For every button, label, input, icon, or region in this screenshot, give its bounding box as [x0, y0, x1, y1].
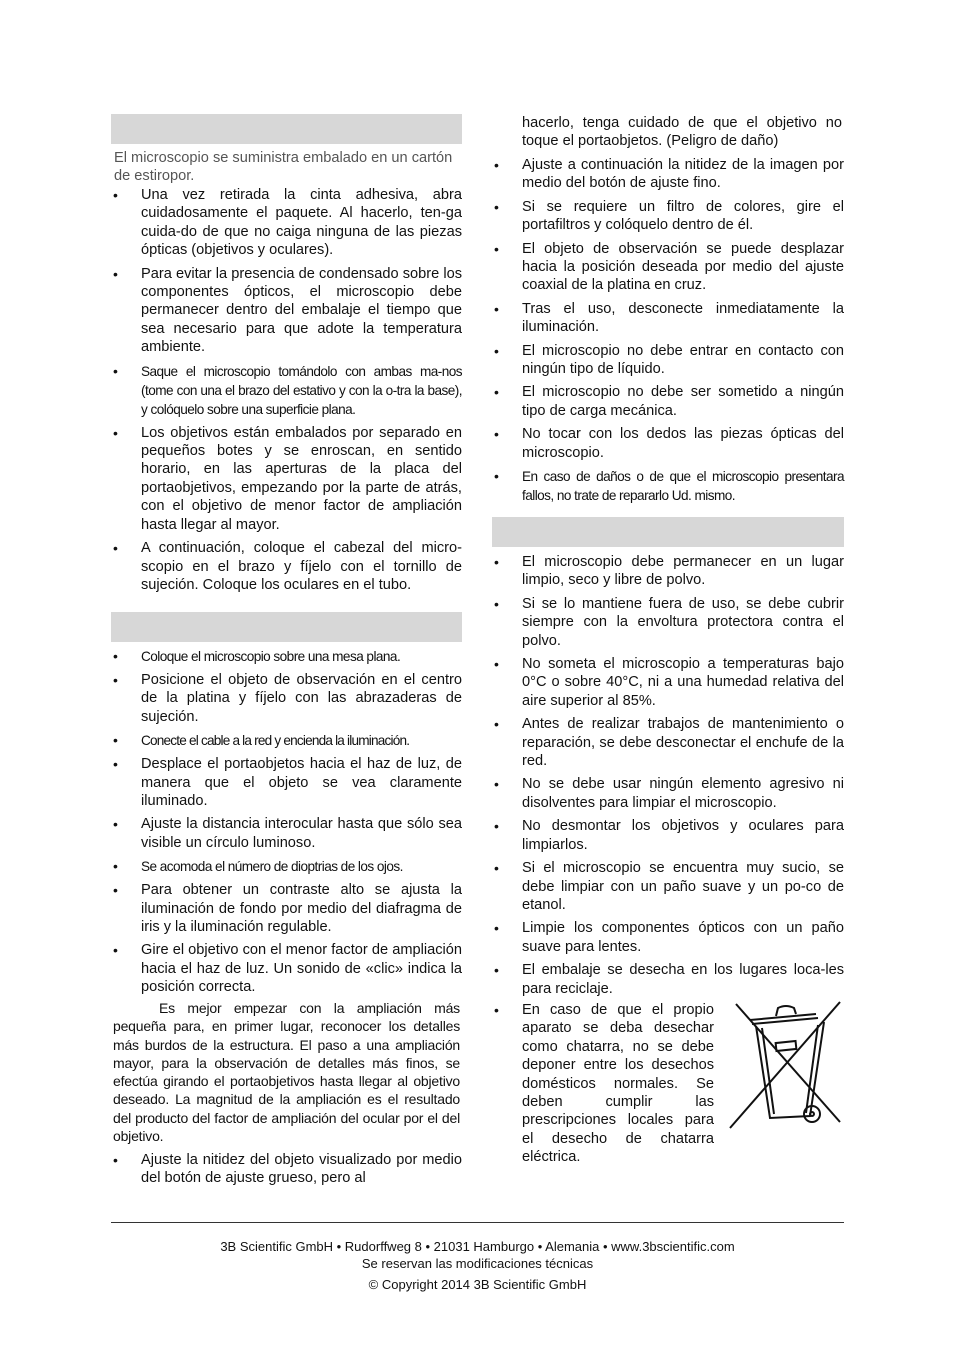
- list-item: • En caso de daños o de que el microscopio presentara fallos, no trate de repararlo Ud. mismo.: [494, 468, 844, 504]
- list-item: • Coloque el microscopio sobre una mesa plana.: [113, 648, 401, 664]
- list-item: • Si el microscopio se encuentra muy sucio, se debe limpiar con un paño suave y un po-co de etanol.: [494, 860, 844, 913]
- coarse-focus-list: [111, 1151, 462, 1193]
- footer-address: 3B Scientific GmbH • Rudorffweg 8 • 21031 Hamburgo • Alemania • www.3bscientific.com: [220, 1239, 735, 1254]
- list-item: • Para evitar la presencia de condensado sobre los componentes ópticos, el microscopio debe permanecer dentro del embalaje el tiempo que sea necesario para que adote la temperatura ambiente.: [113, 265, 462, 356]
- list-item: • Antes de realizar trabajos de mantenimiento o reparación, se debe desconectar el enchufe de la red.: [494, 716, 844, 770]
- list-item: • Saque el microscopio tomándolo con ambas ma-nos (tome con una el brazo del estativo y con la o-tra la base), y colóquelo sobre una superficie plana.: [113, 362, 462, 417]
- list-item: • El microscopio no debe entrar en contacto con ningún tipo de líquido.: [494, 342, 844, 378]
- list-item: • Desplace el portaobjetos hacia el haz de luz, de manera que el objeto se vea claramente iluminado.: [113, 756, 462, 810]
- list-item: • El microscopio no debe ser sometido a ningún tipo de carga mecánica.: [494, 384, 844, 419]
- list-item: • Ajuste a continuación la nitidez de la imagen por medio del botón de ajuste fino.: [494, 157, 844, 192]
- section-header-operation: [111, 612, 462, 642]
- list-item: • Si se lo mantiene fuera de uso, se debe cubrir siempre con la envoltura protectora contra el polvo.: [494, 595, 844, 649]
- list-item: • Ajuste la distancia interocular hasta que sólo sea visible un círculo luminoso.: [113, 816, 462, 851]
- list-item: • No tocar con los dedos las piezas ópticas del microscopio.: [494, 426, 844, 461]
- crossed-out-wheelie-bin-icon: [726, 998, 844, 1132]
- list-item: • En caso de que el propio aparato se deba desechar como chatarra, no se debe deponer entre los desechos domésticos normales. Se deben cumplir las prescripciones locales para el desecho de chatarra eléctrica.: [494, 1002, 714, 1166]
- continuation-text: hacerlo, tenga cuidado de que el objetivo no toque el portaobjetos. (Peligro de daño): [522, 115, 842, 150]
- unpacking-intro: El microscopio se suministra embalado en un cartón de estiropor.: [114, 150, 453, 185]
- list-item: • Conecte el cable a la red y encienda la iluminación.: [113, 732, 410, 749]
- operation-list-continued: [492, 156, 844, 510]
- unpacking-list: [111, 186, 462, 599]
- section-header-care: [492, 517, 844, 547]
- list-item: • Para obtener un contraste alto se ajusta la iluminación de fondo por medio del diafragma de iris y la iluminación regulable.: [113, 882, 462, 936]
- list-item: • No desmontar los objetivos y oculares para limpiarlos.: [494, 818, 844, 853]
- list-item: • El microscopio debe permanecer en un lugar limpio, seco y libre de polvo.: [494, 554, 844, 589]
- list-item: • El embalaje se desecha en los lugares loca-les para reciclaje.: [494, 962, 844, 997]
- list-item: • Si se requiere un filtro de colores, gire el portafiltros y colóquelo dentro de él.: [494, 198, 844, 234]
- footer-modifications: Se reservan las modificaciones técnicas: [361, 1256, 594, 1271]
- list-item: • El objeto de observación se puede desplazar hacia la posición deseada por medio del ajuste coaxial de la platina en cruz.: [494, 240, 844, 294]
- list-item: • Limpie los componentes ópticos con un paño suave para lentes.: [494, 920, 844, 955]
- list-item: • Tras el uso, desconecte inmediatamente la iluminación.: [494, 300, 844, 336]
- magnification-paragraph: Es mejor empezar con la ampliación más pequeña para, en primer lugar, reconocer los detalles más burdos de la estructura. El paso a una ampliación mayor, para la observación de detalles más finos, se efectúa girando el portaobjetivos hasta llegar al objetivo deseado. La magnitud de la ampliación es el resultado del producto del factor de ampliación del ocular por el del objetivo.: [113, 1000, 460, 1145]
- list-item: • Ajuste la nitidez del objeto visualizado por medio del botón de ajuste grueso, pero al: [113, 1152, 462, 1187]
- operation-list: [111, 647, 462, 1002]
- list-item: • A continuación, coloque el cabezal del micro-scopio en el brazo y fíjelo con el tornillo de sujeción. Coloque los oculares en el tubo.: [113, 540, 462, 593]
- list-item: • Los objetivos están embalados por separado en pequeños botes y se enroscan, en sentido horario, en las aperturas de la placa del portaobjetivos, empezando por la parte de atrás, con el objetivo de menor factor de ampliación hasta llegar al mayor.: [113, 424, 462, 533]
- disposal-list: [492, 1001, 714, 1172]
- section-header-unpacking: [111, 114, 462, 144]
- list-item: • Posicione el objeto de observación en el centro de la platina y fíjelo con las abrazaderas de sujeción.: [113, 672, 462, 725]
- list-item: • No someta el microscopio a temperaturas bajo 0°C o sobre 40°C, ni a una humedad relativa del aire superior al 85%.: [494, 656, 844, 709]
- list-item: • No se debe usar ningún elemento agresivo ni disolventes para limpiar el microscopio.: [494, 776, 844, 811]
- care-list: [492, 553, 844, 1003]
- list-item: • Una vez retirada la cinta adhesiva, abra cuidadosamente el paquete. Al hacerlo, ten-ga cuida-do de que no caiga ninguna de las piezas ópticas (objetivos y oculares).: [113, 187, 462, 259]
- list-item: • Se acomoda el número de dioptrias de los ojos.: [113, 858, 403, 875]
- footer-divider: [111, 1222, 844, 1223]
- list-item: • Gire el objetivo con el menor factor de ampliación hacia el haz de luz. Un sonido de «clic» indica la posición correcta.: [113, 942, 462, 996]
- footer-copyright: © Copyright 2014 3B Scientific GmbH: [368, 1277, 587, 1292]
